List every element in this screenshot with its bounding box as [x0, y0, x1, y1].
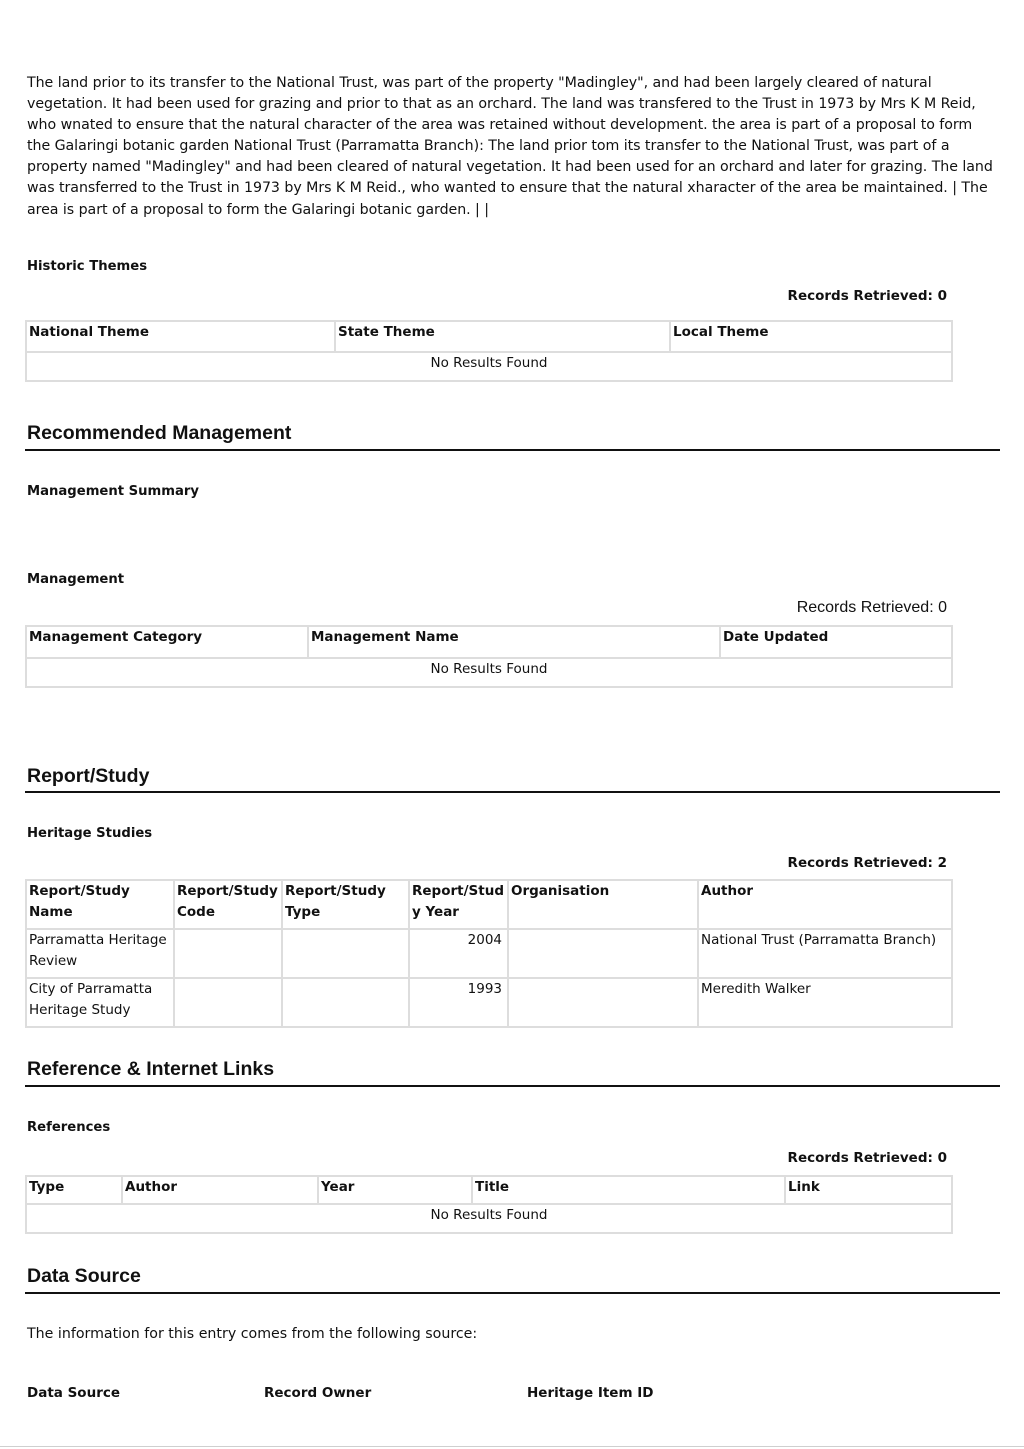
- column-header: Title: [472, 1176, 785, 1204]
- heritage-studies-records-retrieved: Records Retrieved: 2: [787, 855, 947, 871]
- recommended-management-heading: Recommended Management: [27, 422, 292, 444]
- column-header: State Theme: [335, 321, 670, 352]
- description-paragraph: The land prior to its transfer to the National Trust, was part of the property "Madingley", and had been largely cleared of natural vegetation. It had been used for grazing and prior to that as an orchard. The land was transfered to the Trust in 1973 by Mrs K M Reid, who wnated to ensure that the natural character of the area was retained without development. the area is part of a proposal to form the Galaringi botanic garden National Trust (Parramatta Branch): The land prior tom its transfer to the National Trust, was part of a property named "Madingley" and had been cleared of natural vegetation. It had been used for an orchard and later for grazing. The land was transferred to the Trust in 1973 by Mrs K M Reid., who wanted to ensure that the natural xharacter of the area be maintained. | The area is part of a proposal to form the Galaringi botanic garden. | |: [27, 75, 993, 218]
- references-records-retrieved: Records Retrieved: 0: [787, 1150, 947, 1166]
- column-header: Local Theme: [670, 321, 952, 352]
- section-divider: [25, 449, 1000, 451]
- no-results-text: No Results Found: [26, 352, 952, 381]
- study-type-cell: [282, 978, 409, 1027]
- table-row: [26, 658, 952, 687]
- record-owner-label: Record Owner: [264, 1385, 372, 1401]
- column-header: Management Name: [308, 626, 720, 658]
- column-header: Year: [318, 1176, 472, 1204]
- references-heading: References: [27, 1120, 111, 1135]
- historic-themes-records-retrieved: Records Retrieved: 0: [787, 288, 947, 304]
- heritage-item-id-label: Heritage Item ID: [527, 1385, 654, 1401]
- table-row: [26, 978, 952, 1027]
- reference-links-heading: Reference & Internet Links: [27, 1058, 275, 1080]
- study-code-cell: [174, 978, 282, 1027]
- section-divider: [25, 1292, 1000, 1294]
- management-heading: Management: [27, 572, 125, 587]
- column-header: Organisation: [508, 880, 698, 929]
- column-header: Report/Study Code: [174, 880, 282, 929]
- study-type-cell: [282, 929, 409, 978]
- study-name-cell: Parramatta Heritage Review: [26, 929, 174, 978]
- no-results-text: No Results Found: [26, 658, 952, 687]
- column-header: Link: [785, 1176, 952, 1204]
- no-results-text: No Results Found: [26, 1204, 952, 1233]
- data-source-label: Data Source: [27, 1385, 121, 1401]
- management-records-retrieved: Records Retrieved: 0: [796, 599, 947, 616]
- management-summary-heading: Management Summary: [27, 484, 200, 499]
- data-source-info-text: The information for this entry comes from the following source:: [27, 1326, 478, 1342]
- historic-themes-heading: Historic Themes: [27, 259, 148, 274]
- study-name-cell: City of Parramatta Heritage Study: [26, 978, 174, 1027]
- column-header: Date Updated: [720, 626, 952, 658]
- column-header: National Theme: [26, 321, 335, 352]
- table-row: [26, 1204, 952, 1233]
- section-divider: [25, 1085, 1000, 1087]
- column-header: Type: [26, 1176, 122, 1204]
- column-header: Report/Study Type: [282, 880, 409, 929]
- table-header-row: [26, 880, 952, 929]
- historic-themes-table: [25, 320, 953, 382]
- management-table: [25, 625, 953, 688]
- table-row: [26, 352, 952, 381]
- section-divider: [25, 791, 1000, 793]
- study-year-cell: 1993: [409, 978, 508, 1027]
- study-code-cell: [174, 929, 282, 978]
- study-organisation-cell: [508, 978, 698, 1027]
- heritage-studies-table: [25, 879, 953, 1028]
- column-header: Management Category: [26, 626, 308, 658]
- column-header: Author: [122, 1176, 318, 1204]
- column-header: Report/Stud y Year: [409, 880, 508, 929]
- data-source-heading: Data Source: [27, 1265, 141, 1287]
- table-header-row: [26, 321, 952, 352]
- table-header-row: [26, 1176, 952, 1204]
- study-year-cell: 2004: [409, 929, 508, 978]
- column-header: Report/Study Name: [26, 880, 174, 929]
- heritage-studies-heading: Heritage Studies: [27, 826, 153, 841]
- study-author-cell: Meredith Walker: [698, 978, 952, 1027]
- page-bottom-border: [0, 1446, 1024, 1447]
- report-study-heading: Report/Study: [27, 765, 150, 787]
- column-header: Author: [698, 880, 952, 929]
- table-row: [26, 929, 952, 978]
- study-organisation-cell: [508, 929, 698, 978]
- table-header-row: [26, 626, 952, 658]
- references-table: [25, 1175, 953, 1234]
- study-author-cell: National Trust (Parramatta Branch): [698, 929, 952, 978]
